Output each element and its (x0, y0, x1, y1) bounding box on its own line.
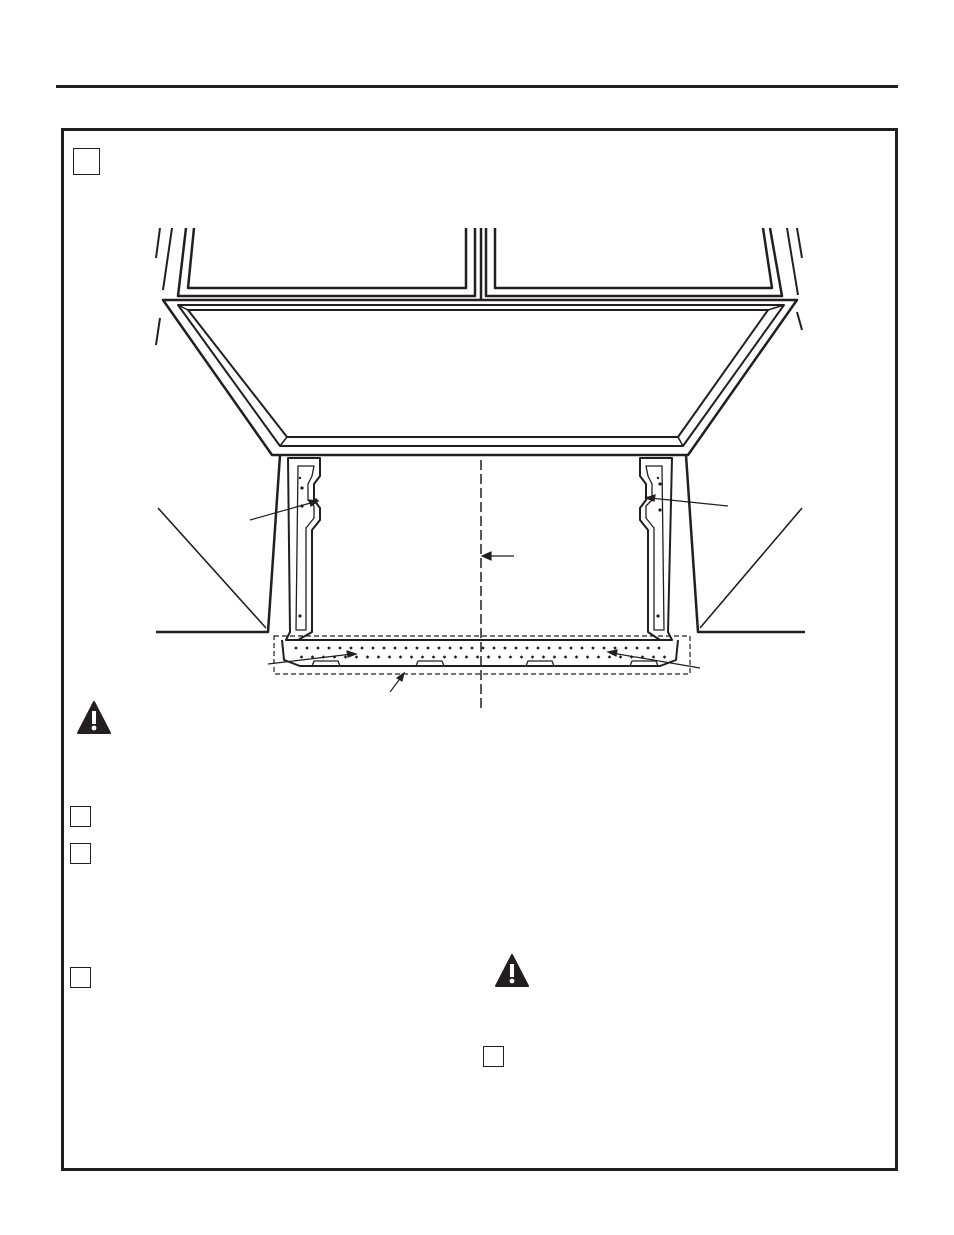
bracket-hole (542, 655, 546, 659)
bracket-hole (619, 655, 623, 659)
bracket-hole (443, 655, 447, 659)
warning-icon (76, 700, 112, 736)
bracket-hole (586, 655, 590, 659)
bracket-hole (426, 646, 430, 650)
bracket-hole (564, 655, 568, 659)
bracket-hole (591, 646, 595, 650)
bracket-hole (404, 646, 408, 650)
bracket-hole (569, 646, 573, 650)
bracket-hole (327, 646, 331, 650)
bracket-hole (514, 646, 518, 650)
bracket-hole (503, 646, 507, 650)
bracket-hole (652, 655, 656, 659)
bracket-hole (432, 655, 436, 659)
bracket-hole (382, 646, 386, 650)
bracket-hole (410, 655, 414, 659)
step-box-2 (70, 806, 91, 827)
bracket-hole (553, 655, 557, 659)
bracket-hole (476, 655, 480, 659)
bracket-hole (338, 646, 342, 650)
bracket-hole (316, 646, 320, 650)
bracket-hole (448, 646, 452, 650)
step-box-3 (70, 843, 91, 864)
bracket-hole (421, 655, 425, 659)
bracket-hole (531, 655, 535, 659)
bracket-hole (454, 655, 458, 659)
bracket-hole (465, 655, 469, 659)
bracket-hole (575, 655, 579, 659)
bracket-hole (305, 646, 309, 650)
warning-icon (494, 953, 530, 989)
step-box-5 (483, 1046, 504, 1067)
bracket-hole (613, 646, 617, 650)
bracket-hole (663, 655, 667, 659)
bracket-hole (597, 655, 601, 659)
bracket-hole (415, 646, 419, 650)
step-box-main (73, 148, 100, 175)
bracket-hole (492, 646, 496, 650)
bracket-hole (344, 655, 348, 659)
bracket-hole (509, 655, 513, 659)
bracket-hole (470, 646, 474, 650)
bracket-hole (487, 655, 491, 659)
bracket-hole (371, 646, 375, 650)
bracket-hole (520, 655, 524, 659)
bracket-hole (608, 655, 612, 659)
step-box-4 (70, 967, 91, 988)
bracket-hole (294, 646, 298, 650)
bracket-hole (635, 646, 639, 650)
bracket-hole (525, 646, 529, 650)
bracket-hole (437, 646, 441, 650)
bracket-hole (388, 655, 392, 659)
bracket-hole (580, 646, 584, 650)
bracket-hole (300, 655, 304, 659)
header-rule (56, 85, 898, 88)
bracket-hole (360, 646, 364, 650)
bracket-hole (349, 646, 353, 650)
bracket-hole (558, 646, 562, 650)
bracket-hole (355, 655, 359, 659)
bracket-hole (536, 646, 540, 650)
bracket-hole (547, 646, 551, 650)
bracket-hole (602, 646, 606, 650)
bracket-hole (399, 655, 403, 659)
bracket-hole (646, 646, 650, 650)
bracket-hole (459, 646, 463, 650)
bracket-hole (657, 646, 661, 650)
bracket-hole (366, 655, 370, 659)
installation-diagram (150, 220, 810, 715)
bracket-hole (393, 646, 397, 650)
bracket-hole (624, 646, 628, 650)
bracket-hole (377, 655, 381, 659)
bracket-hole (498, 655, 502, 659)
